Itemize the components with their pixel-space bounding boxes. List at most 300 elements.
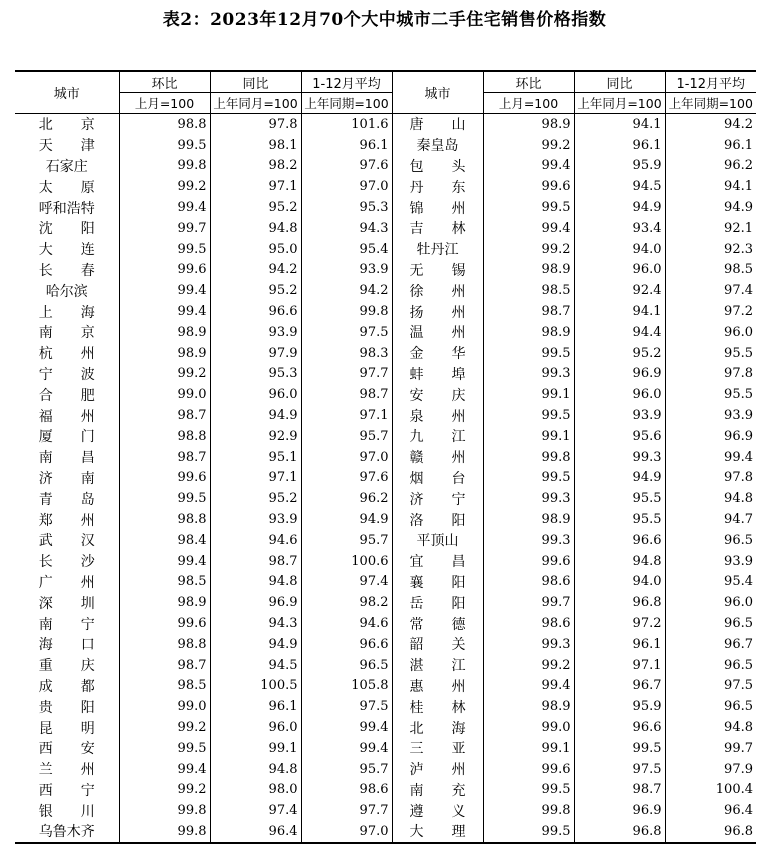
avg-header-right: 1-12月平均 — [665, 71, 756, 93]
mom-cell: 98.8 — [119, 634, 210, 655]
table-row — [15, 551, 756, 572]
city-cell: 安 庆 — [392, 384, 483, 405]
mom-cell: 99.5 — [119, 488, 210, 509]
mom-cell: 99.4 — [119, 551, 210, 572]
yoy-cell: 95.2 — [574, 343, 665, 364]
city-cell: 南 宁 — [38, 616, 95, 633]
city-cell: 西 宁 — [38, 782, 95, 799]
yoy-cell: 94.8 — [210, 759, 301, 780]
mom-cell: 98.4 — [119, 530, 210, 551]
avg-cell: 97.9 — [665, 759, 756, 780]
city-cell: 上 海 — [38, 304, 95, 321]
yoy-base-left: 上年同月=100 — [210, 93, 301, 114]
mom-cell: 99.8 — [119, 156, 210, 177]
avg-cell: 97.0 — [301, 821, 392, 843]
mom-cell: 99.2 — [119, 364, 210, 385]
mom-cell: 98.8 — [119, 114, 210, 135]
yoy-cell: 92.4 — [574, 280, 665, 301]
table-row — [15, 114, 756, 135]
avg-cell: 97.2 — [665, 301, 756, 322]
table-row — [15, 176, 756, 197]
table-row — [15, 468, 756, 489]
yoy-cell: 94.5 — [574, 176, 665, 197]
mom-cell: 99.5 — [483, 405, 574, 426]
city-cell: 烟 台 — [392, 468, 483, 489]
city-cell: 秦皇岛 — [392, 135, 483, 156]
city-cell: 九 江 — [392, 426, 483, 447]
mom-cell: 98.9 — [483, 509, 574, 530]
avg-cell: 97.4 — [665, 280, 756, 301]
yoy-cell: 93.4 — [574, 218, 665, 239]
yoy-cell: 94.9 — [210, 405, 301, 426]
table-row — [15, 655, 756, 676]
city-cell: 济 南 — [38, 470, 95, 487]
city-cell: 蚌 埠 — [392, 364, 483, 385]
city-cell: 长 春 — [38, 262, 95, 279]
yoy-cell: 92.9 — [210, 426, 301, 447]
mom-cell: 99.4 — [119, 280, 210, 301]
avg-cell: 100.6 — [301, 551, 392, 572]
table-row — [15, 260, 756, 281]
table-row — [15, 239, 756, 260]
mom-cell: 99.3 — [483, 530, 574, 551]
avg-cell: 98.3 — [301, 343, 392, 364]
mom-cell: 99.4 — [119, 197, 210, 218]
avg-cell: 105.8 — [301, 676, 392, 697]
table-row — [15, 634, 756, 655]
table-row — [15, 738, 756, 759]
yoy-cell: 98.7 — [574, 780, 665, 801]
yoy-cell: 94.8 — [210, 218, 301, 239]
mom-cell: 99.6 — [119, 468, 210, 489]
avg-cell: 95.5 — [665, 343, 756, 364]
city-cell: 深 圳 — [38, 595, 95, 612]
table-row — [15, 322, 756, 343]
mom-cell: 99.5 — [119, 239, 210, 260]
avg-cell: 99.4 — [301, 738, 392, 759]
mom-cell: 98.9 — [483, 114, 574, 135]
yoy-cell: 94.9 — [574, 197, 665, 218]
yoy-cell: 94.2 — [210, 260, 301, 281]
avg-cell: 97.6 — [301, 156, 392, 177]
yoy-header-left: 同比 — [210, 71, 301, 93]
avg-cell: 98.6 — [301, 780, 392, 801]
table-row — [15, 613, 756, 634]
yoy-cell: 97.8 — [210, 114, 301, 135]
avg-cell: 99.8 — [301, 301, 392, 322]
avg-cell: 94.9 — [665, 197, 756, 218]
city-cell: 杭 州 — [38, 346, 95, 363]
avg-cell: 101.6 — [301, 114, 392, 135]
avg-cell: 96.2 — [301, 488, 392, 509]
mom-cell: 99.6 — [119, 613, 210, 634]
city-cell: 大 理 — [392, 821, 483, 843]
city-cell: 青 岛 — [38, 491, 95, 508]
mom-cell: 98.7 — [119, 655, 210, 676]
yoy-cell: 94.8 — [574, 551, 665, 572]
mom-cell: 99.3 — [483, 634, 574, 655]
avg-cell: 99.4 — [301, 717, 392, 738]
yoy-cell: 96.9 — [574, 364, 665, 385]
city-cell: 北 京 — [38, 117, 95, 134]
mom-cell: 98.9 — [483, 322, 574, 343]
mom-cell: 99.0 — [119, 696, 210, 717]
mom-cell: 99.1 — [483, 738, 574, 759]
table-row — [15, 156, 756, 177]
avg-cell: 96.6 — [301, 634, 392, 655]
city-cell: 宜 昌 — [392, 551, 483, 572]
yoy-cell: 94.5 — [210, 655, 301, 676]
city-header-left: 城市 — [15, 71, 119, 114]
mom-cell: 99.4 — [483, 676, 574, 697]
city-cell: 平顶山 — [392, 530, 483, 551]
avg-cell: 96.5 — [301, 655, 392, 676]
city-cell: 锦 州 — [392, 197, 483, 218]
yoy-cell: 96.0 — [574, 260, 665, 281]
mom-cell: 99.6 — [119, 260, 210, 281]
avg-base-left: 上年同期=100 — [301, 93, 392, 114]
yoy-cell: 98.0 — [210, 780, 301, 801]
mom-cell: 99.5 — [119, 135, 210, 156]
yoy-cell: 97.1 — [574, 655, 665, 676]
mom-cell: 99.1 — [483, 384, 574, 405]
mom-cell: 99.5 — [483, 821, 574, 843]
city-cell: 天 津 — [38, 138, 95, 155]
mom-cell: 98.7 — [483, 301, 574, 322]
yoy-cell: 99.1 — [210, 738, 301, 759]
avg-cell: 94.8 — [665, 488, 756, 509]
city-cell: 海 口 — [38, 637, 95, 654]
table-row — [15, 780, 756, 801]
city-cell: 贵 阳 — [38, 699, 95, 716]
avg-cell: 95.5 — [665, 384, 756, 405]
mom-cell: 99.8 — [119, 821, 210, 843]
avg-cell: 96.5 — [665, 613, 756, 634]
yoy-cell: 96.0 — [210, 717, 301, 738]
mom-cell: 99.5 — [483, 468, 574, 489]
yoy-cell: 96.0 — [574, 384, 665, 405]
avg-cell: 96.9 — [665, 426, 756, 447]
mom-base-left: 上月=100 — [119, 93, 210, 114]
city-cell: 赣 州 — [392, 447, 483, 468]
city-cell: 石家庄 — [45, 158, 88, 175]
yoy-cell: 96.6 — [574, 530, 665, 551]
mom-cell: 98.7 — [119, 447, 210, 468]
mom-cell: 98.5 — [119, 572, 210, 593]
mom-cell: 99.1 — [483, 426, 574, 447]
city-cell: 长 沙 — [38, 554, 95, 571]
yoy-cell: 99.5 — [574, 738, 665, 759]
city-cell: 常 德 — [392, 613, 483, 634]
yoy-cell: 94.6 — [210, 530, 301, 551]
mom-cell: 99.6 — [483, 176, 574, 197]
mom-cell: 98.5 — [119, 676, 210, 697]
yoy-cell: 95.5 — [574, 488, 665, 509]
avg-cell: 96.5 — [665, 696, 756, 717]
city-cell: 南 昌 — [38, 450, 95, 467]
city-cell: 徐 州 — [392, 280, 483, 301]
yoy-cell: 96.1 — [574, 135, 665, 156]
mom-cell: 98.8 — [119, 509, 210, 530]
city-cell: 惠 州 — [392, 676, 483, 697]
city-cell: 襄 阳 — [392, 572, 483, 593]
avg-cell: 94.3 — [301, 218, 392, 239]
avg-cell: 96.1 — [665, 135, 756, 156]
table-row — [15, 197, 756, 218]
city-cell: 银 川 — [38, 803, 95, 820]
city-cell: 西 安 — [38, 741, 95, 758]
mom-cell: 99.7 — [119, 218, 210, 239]
avg-cell: 94.7 — [665, 509, 756, 530]
mom-cell: 99.5 — [119, 738, 210, 759]
city-cell: 韶 关 — [392, 634, 483, 655]
yoy-header-right: 同比 — [574, 71, 665, 93]
avg-cell: 95.7 — [301, 759, 392, 780]
avg-cell: 92.3 — [665, 239, 756, 260]
table-row — [15, 696, 756, 717]
city-cell: 成 都 — [38, 678, 95, 695]
city-cell: 太 原 — [38, 179, 95, 196]
city-cell: 扬 州 — [392, 301, 483, 322]
mom-cell: 99.3 — [483, 364, 574, 385]
avg-cell: 97.0 — [301, 447, 392, 468]
table-row — [15, 447, 756, 468]
avg-cell: 96.5 — [665, 655, 756, 676]
yoy-cell: 96.1 — [210, 696, 301, 717]
avg-cell: 94.2 — [665, 114, 756, 135]
avg-cell: 96.8 — [665, 821, 756, 843]
avg-cell: 97.7 — [301, 364, 392, 385]
yoy-cell: 96.6 — [210, 301, 301, 322]
avg-cell: 94.8 — [665, 717, 756, 738]
city-cell: 遵 义 — [392, 800, 483, 821]
table-row — [15, 676, 756, 697]
mom-cell: 99.0 — [119, 384, 210, 405]
yoy-cell: 96.1 — [574, 634, 665, 655]
price-index-table — [15, 70, 756, 844]
avg-cell: 96.2 — [665, 156, 756, 177]
table-row — [15, 759, 756, 780]
table-row — [15, 280, 756, 301]
mom-cell: 99.2 — [119, 176, 210, 197]
mom-cell: 99.2 — [483, 239, 574, 260]
yoy-cell: 97.5 — [574, 759, 665, 780]
avg-cell: 93.9 — [301, 260, 392, 281]
avg-cell: 97.5 — [301, 696, 392, 717]
avg-base-right: 上年同期=100 — [665, 93, 756, 114]
mom-cell: 98.6 — [483, 572, 574, 593]
mom-cell: 98.9 — [119, 343, 210, 364]
mom-cell: 99.3 — [483, 488, 574, 509]
yoy-cell: 94.4 — [574, 322, 665, 343]
yoy-cell: 95.9 — [574, 696, 665, 717]
mom-cell: 99.6 — [483, 759, 574, 780]
avg-cell: 96.7 — [665, 634, 756, 655]
yoy-cell: 94.0 — [574, 239, 665, 260]
table-row — [15, 384, 756, 405]
yoy-cell: 96.0 — [210, 384, 301, 405]
yoy-cell: 97.9 — [210, 343, 301, 364]
yoy-cell: 97.4 — [210, 800, 301, 821]
avg-cell: 96.5 — [665, 530, 756, 551]
yoy-base-right: 上年同月=100 — [574, 93, 665, 114]
city-cell: 南 充 — [392, 780, 483, 801]
avg-cell: 95.4 — [665, 572, 756, 593]
city-cell: 岳 阳 — [392, 592, 483, 613]
avg-cell: 98.5 — [665, 260, 756, 281]
city-cell: 大 连 — [38, 242, 95, 259]
city-cell: 洛 阳 — [392, 509, 483, 530]
city-cell: 呼和浩特 — [38, 200, 95, 217]
mom-cell: 99.5 — [483, 197, 574, 218]
mom-cell: 99.8 — [483, 800, 574, 821]
avg-cell: 94.9 — [301, 509, 392, 530]
city-cell: 北 海 — [392, 717, 483, 738]
mom-cell: 99.5 — [483, 343, 574, 364]
avg-cell: 99.4 — [665, 447, 756, 468]
yoy-cell: 98.1 — [210, 135, 301, 156]
yoy-cell: 95.6 — [574, 426, 665, 447]
city-cell: 厦 门 — [38, 429, 95, 446]
city-cell: 昆 明 — [38, 720, 95, 737]
yoy-cell: 95.2 — [210, 197, 301, 218]
mom-cell: 99.8 — [119, 800, 210, 821]
table-row — [15, 364, 756, 385]
mom-cell: 98.9 — [483, 696, 574, 717]
avg-cell: 97.5 — [301, 322, 392, 343]
city-cell: 兰 州 — [38, 762, 95, 779]
yoy-cell: 96.9 — [210, 592, 301, 613]
table-body — [15, 114, 756, 843]
city-cell: 乌鲁木齐 — [15, 821, 119, 843]
yoy-cell: 95.5 — [574, 509, 665, 530]
mom-cell: 99.4 — [119, 759, 210, 780]
yoy-cell: 96.6 — [574, 717, 665, 738]
mom-cell: 99.4 — [483, 156, 574, 177]
city-cell: 无 锡 — [392, 260, 483, 281]
city-cell: 吉 林 — [392, 218, 483, 239]
avg-cell: 94.2 — [301, 280, 392, 301]
yoy-cell: 97.1 — [210, 176, 301, 197]
yoy-cell: 95.1 — [210, 447, 301, 468]
yoy-cell: 94.0 — [574, 572, 665, 593]
avg-cell: 93.9 — [665, 551, 756, 572]
yoy-cell: 94.3 — [210, 613, 301, 634]
avg-cell: 97.4 — [301, 572, 392, 593]
city-header-right: 城市 — [392, 71, 483, 114]
city-cell: 哈尔滨 — [45, 283, 88, 300]
mom-base-right: 上月=100 — [483, 93, 574, 114]
city-cell: 唐 山 — [392, 114, 483, 135]
city-cell: 湛 江 — [392, 655, 483, 676]
avg-cell: 94.6 — [301, 613, 392, 634]
mom-cell: 99.4 — [119, 301, 210, 322]
mom-cell: 98.6 — [483, 613, 574, 634]
page-title: 表2：2023年12月70个大中城市二手住宅销售价格指数 — [162, 10, 607, 30]
yoy-cell: 100.5 — [210, 676, 301, 697]
mom-cell: 98.8 — [119, 426, 210, 447]
avg-cell: 98.7 — [301, 384, 392, 405]
yoy-cell: 97.2 — [574, 613, 665, 634]
yoy-cell: 95.2 — [210, 280, 301, 301]
table-row — [15, 135, 756, 156]
mom-cell: 99.2 — [483, 655, 574, 676]
yoy-cell: 96.8 — [574, 592, 665, 613]
table-row — [15, 572, 756, 593]
avg-cell: 96.0 — [665, 322, 756, 343]
avg-cell: 97.0 — [301, 176, 392, 197]
mom-cell: 99.2 — [119, 717, 210, 738]
city-cell: 泸 州 — [392, 759, 483, 780]
avg-cell: 95.7 — [301, 426, 392, 447]
city-cell: 丹 东 — [392, 176, 483, 197]
mom-cell: 99.4 — [483, 218, 574, 239]
table-row — [15, 509, 756, 530]
avg-cell: 95.3 — [301, 197, 392, 218]
city-cell: 重 庆 — [38, 658, 95, 675]
mom-cell: 99.2 — [483, 135, 574, 156]
city-cell: 济 宁 — [392, 488, 483, 509]
yoy-cell: 96.7 — [574, 676, 665, 697]
city-cell: 金 华 — [392, 343, 483, 364]
city-cell: 南 京 — [38, 325, 95, 342]
city-cell: 包 头 — [392, 156, 483, 177]
table-row — [15, 218, 756, 239]
table-row — [15, 405, 756, 426]
mom-cell: 99.5 — [483, 780, 574, 801]
avg-cell: 95.7 — [301, 530, 392, 551]
city-cell: 三 亚 — [392, 738, 483, 759]
yoy-cell: 93.9 — [210, 322, 301, 343]
yoy-cell: 98.7 — [210, 551, 301, 572]
avg-cell: 97.6 — [301, 468, 392, 489]
city-cell: 武 汉 — [38, 533, 95, 550]
city-cell: 泉 州 — [392, 405, 483, 426]
mom-cell: 98.9 — [483, 260, 574, 281]
city-cell: 温 州 — [392, 322, 483, 343]
yoy-cell: 95.2 — [210, 488, 301, 509]
city-cell: 福 州 — [38, 408, 95, 425]
yoy-cell: 94.9 — [574, 468, 665, 489]
avg-cell: 99.7 — [665, 738, 756, 759]
mom-cell: 99.0 — [483, 717, 574, 738]
avg-cell: 92.1 — [665, 218, 756, 239]
mom-cell: 99.6 — [483, 551, 574, 572]
mom-cell: 99.2 — [119, 780, 210, 801]
yoy-cell: 96.9 — [574, 800, 665, 821]
city-cell: 合 肥 — [38, 387, 95, 404]
table-row — [15, 530, 756, 551]
avg-cell: 97.8 — [665, 364, 756, 385]
mom-cell: 98.9 — [119, 322, 210, 343]
table-row — [15, 343, 756, 364]
avg-cell: 97.7 — [301, 800, 392, 821]
avg-cell: 96.1 — [301, 135, 392, 156]
avg-cell: 93.9 — [665, 405, 756, 426]
mom-cell: 98.7 — [119, 405, 210, 426]
table-row — [15, 488, 756, 509]
yoy-cell: 94.1 — [574, 301, 665, 322]
yoy-cell: 97.1 — [210, 468, 301, 489]
avg-cell: 94.1 — [665, 176, 756, 197]
yoy-cell: 95.0 — [210, 239, 301, 260]
table-row — [15, 717, 756, 738]
avg-cell: 97.8 — [665, 468, 756, 489]
table-row — [15, 301, 756, 322]
yoy-cell: 94.1 — [574, 114, 665, 135]
table-row — [15, 800, 756, 821]
mom-header-left: 环比 — [119, 71, 210, 93]
